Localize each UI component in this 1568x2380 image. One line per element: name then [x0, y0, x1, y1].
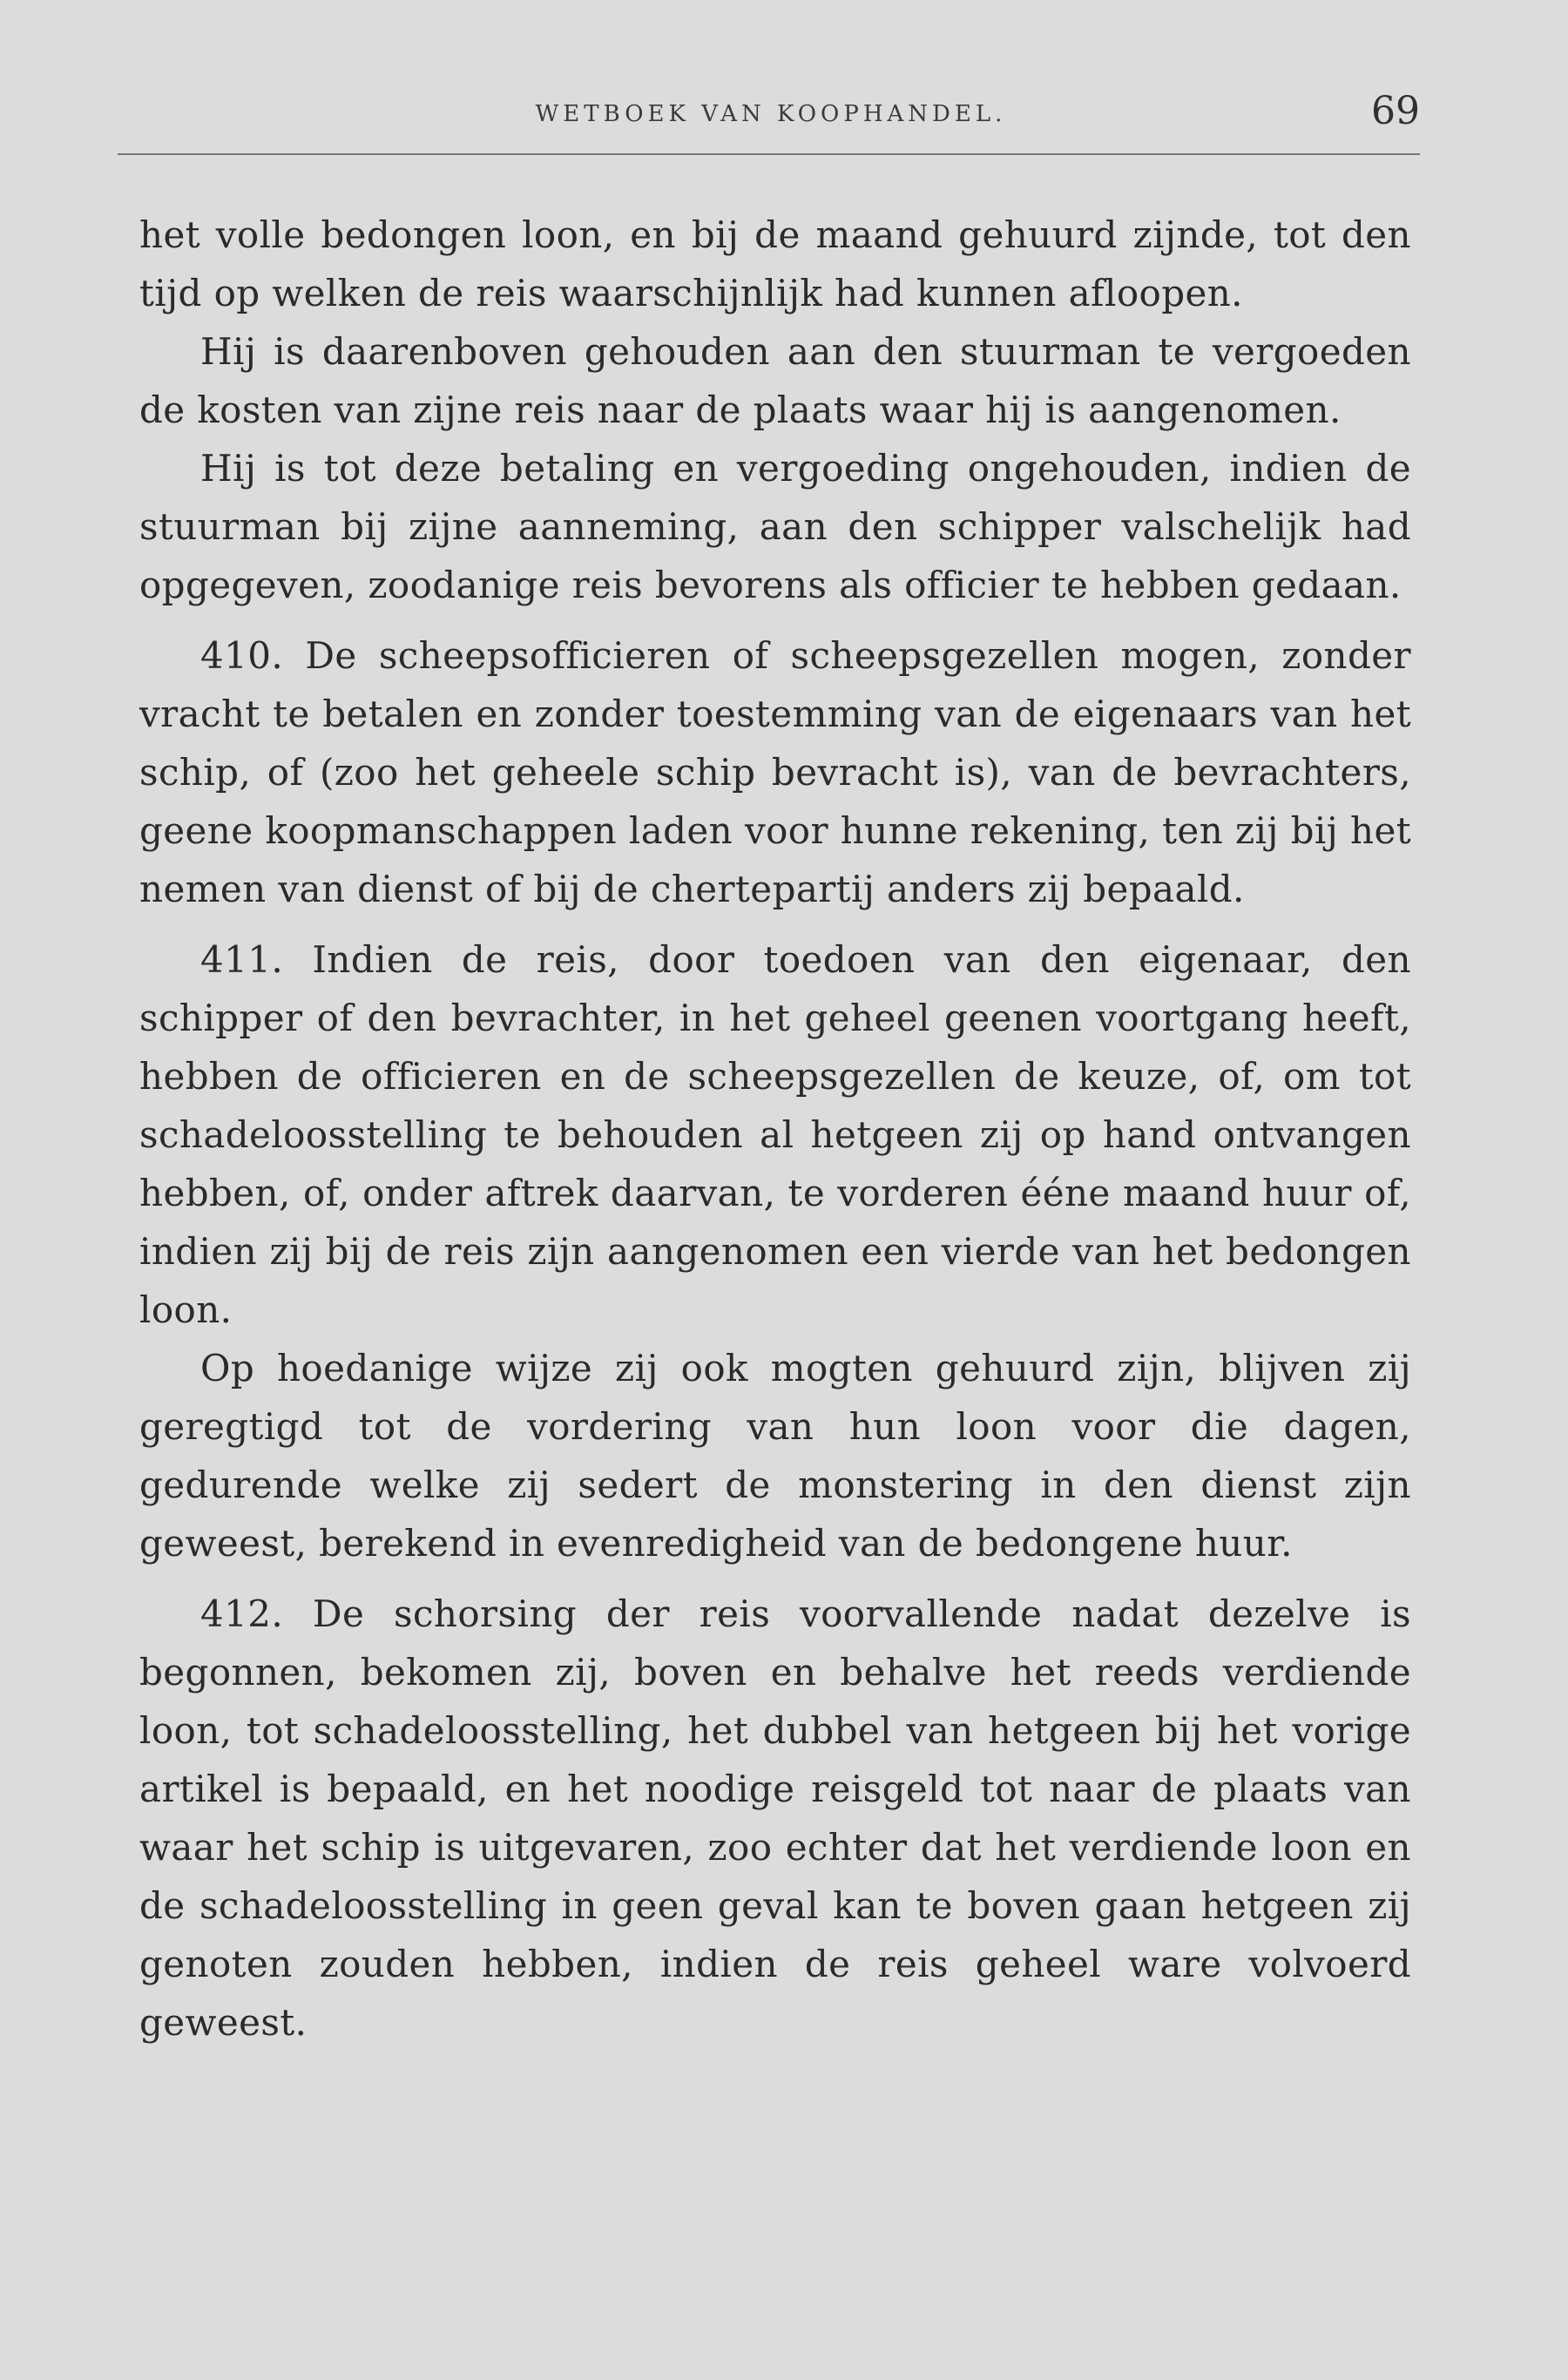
article-number: 411.	[200, 938, 284, 981]
paragraph-text: Hij is tot deze betaling en vergoeding ongehouden, indien de stuurman bij zijne aanneming, aan den schipper valschelijk had opgegeven, zoodanige reis bevorens als officier te hebben gedaan.	[139, 447, 1411, 606]
paragraph-text: het volle bedongen loon, en bij de maand gehuurd zijnde, tot den tijd op welken de reis waarschijnlijk had kunnen afloopen.	[139, 213, 1411, 314]
paragraph-text: Indien de reis, door toedoen van den eigenaar, den schipper of den bevrachter, in het geheel geenen voortgang heeft, hebben de officieren en de scheepsgezellen de keuze, of, om tot schadeloosstelling te behouden al hetgeen zij op hand ontvangen hebben, of, onder aftrek daarvan, te vorderen ééne maand huur of, indien zij bij de reis zijn aangenomen een vierde van het bedongen loon.	[139, 938, 1411, 1331]
paragraph	[139, 439, 1411, 614]
paragraph	[139, 322, 1411, 439]
article-number: 410.	[200, 634, 284, 677]
page-header	[122, 84, 1420, 145]
header-rule	[118, 153, 1420, 155]
paragraph-text: De schorsing der reis voorvallende nadat dezelve is begonnen, bekomen zij, boven en behalve het reeds verdiende loon, tot schadeloosstelling, het dubbel van hetgeen bij het vorige artikel is bepaald, en het noodige reisgeld tot naar de plaats van waar het schip is uitgevaren, zoo echter dat het verdiende loon en de schadeloosstelling in geen geval kan te boven gaan hetgeen zij genoten zouden hebben, indien de reis geheel ware volvoerd geweest.	[139, 1592, 1411, 2044]
article-paragraph	[139, 626, 1411, 918]
paragraph	[139, 1339, 1411, 1572]
article-number: 412.	[200, 1592, 284, 1635]
paragraph	[139, 206, 1411, 322]
body-text	[139, 206, 1411, 2052]
page-number: 69	[1371, 89, 1420, 133]
article-paragraph	[139, 1585, 1411, 2052]
article-paragraph	[139, 930, 1411, 1339]
paragraph-text: Op hoedanige wijze zij ook mogten gehuurd zijn, blijven zij geregtigd tot de vordering van hun loon voor die dagen, gedurende welke zij sedert de monstering in den dienst zijn geweest, berekend in evenredigheid van de bedongene huur.	[139, 1347, 1411, 1565]
paragraph-text: De scheepsofficieren of scheepsgezellen mogen, zonder vracht te betalen en zonder toestemming van de eigenaars van het schip, of (zoo het geheele schip bevracht is), van de bevrachters, geene koopmanschappen laden voor hunne rekening, ten zij bij het nemen van dienst of bij de chertepartij anders zij bepaald.	[139, 634, 1411, 910]
paragraph-text: Hij is daarenboven gehouden aan den stuurman te vergoeden de kosten van zijne reis naar de plaats waar hij is aangenomen.	[139, 330, 1411, 431]
running-title: WETBOEK VAN KOOPHANDEL.	[535, 101, 1007, 127]
